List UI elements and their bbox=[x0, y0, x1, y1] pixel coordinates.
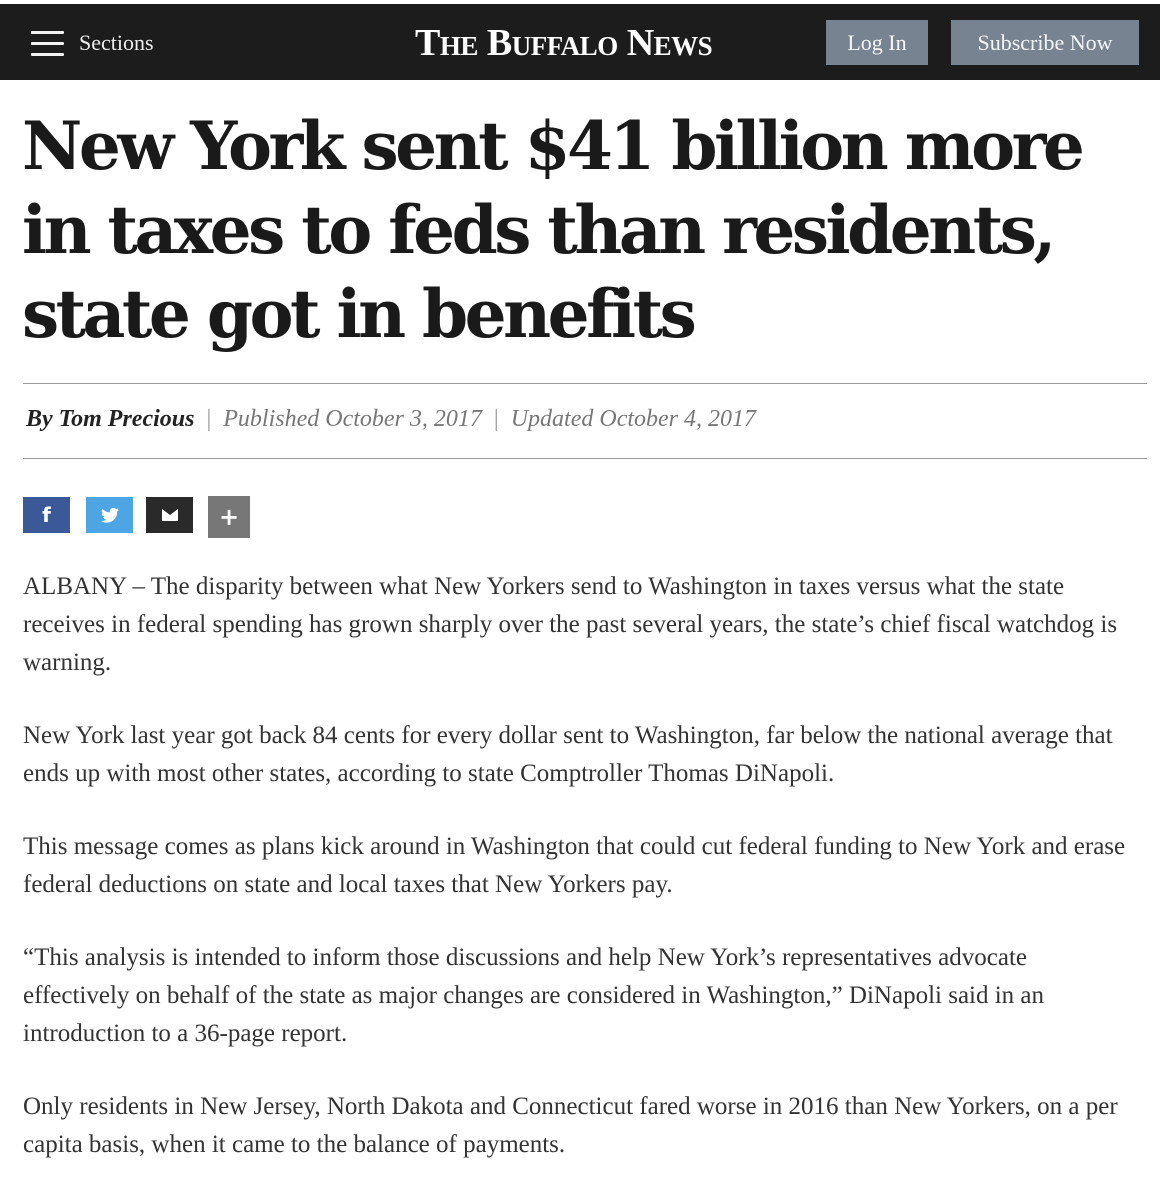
author-name[interactable]: By Tom Precious bbox=[26, 406, 195, 432]
article-paragraph: This message comes as plans kick around in Washington that could cut federal funding to New York and erase federal deductions on state and local taxes that New Yorkers pay. bbox=[23, 833, 1126, 898]
article-body bbox=[23, 568, 1138, 1199]
top-navigation-bar bbox=[0, 4, 1160, 80]
published-date: Published October 3, 2017 bbox=[223, 406, 482, 432]
facebook-share-button[interactable] bbox=[23, 497, 70, 533]
divider-top bbox=[23, 383, 1147, 384]
twitter-icon bbox=[101, 508, 119, 523]
article-paragraph: New York last year got back 84 cents for every dollar sent to Washington, far below the national average that ends up with most other states, according to state Comptroller Thomas DiNapoli. bbox=[23, 722, 1113, 787]
article-paragraph: ALBANY – The disparity between what New Yorkers send to Washington in taxes versus what the state receives in federal spending has grown sharply over the past several years, the state’s chief fiscal watchdog is warning. bbox=[23, 573, 1118, 676]
log-in-button[interactable]: Log In bbox=[826, 20, 928, 65]
article-paragraph: “This analysis is intended to inform those discussions and help New York’s representatives advocate effectively on behalf of the state as major changes are considered in Washington,” DiNapoli said in an introduction to a 36-page report. bbox=[23, 944, 1045, 1047]
divider-bottom bbox=[23, 458, 1147, 459]
byline-separator: | bbox=[493, 406, 499, 432]
byline bbox=[26, 406, 756, 433]
byline-separator: | bbox=[206, 406, 212, 432]
email-share-button[interactable] bbox=[146, 497, 193, 533]
site-logo[interactable]: The Buffalo News bbox=[415, 22, 713, 64]
subscribe-now-button[interactable]: Subscribe Now bbox=[951, 20, 1139, 65]
facebook-icon: f bbox=[42, 503, 51, 527]
envelope-icon bbox=[162, 509, 178, 521]
article-headline: New York sent $41 billion more in taxes to feds than residents, state got in benefits bbox=[22, 107, 1082, 353]
hamburger-menu-icon[interactable] bbox=[31, 31, 64, 56]
twitter-share-button[interactable] bbox=[86, 497, 133, 533]
updated-date: Updated October 4, 2017 bbox=[510, 406, 757, 432]
more-share-button[interactable] bbox=[208, 496, 250, 538]
sections-menu-label[interactable]: Sections bbox=[79, 30, 154, 55]
article-paragraph: Only residents in New Jersey, North Dakota and Connecticut fared worse in 2016 than New Yorkers, on a per capita basis, when it came to the balance of payments. bbox=[23, 1093, 1118, 1158]
plus-icon: + bbox=[218, 503, 240, 531]
